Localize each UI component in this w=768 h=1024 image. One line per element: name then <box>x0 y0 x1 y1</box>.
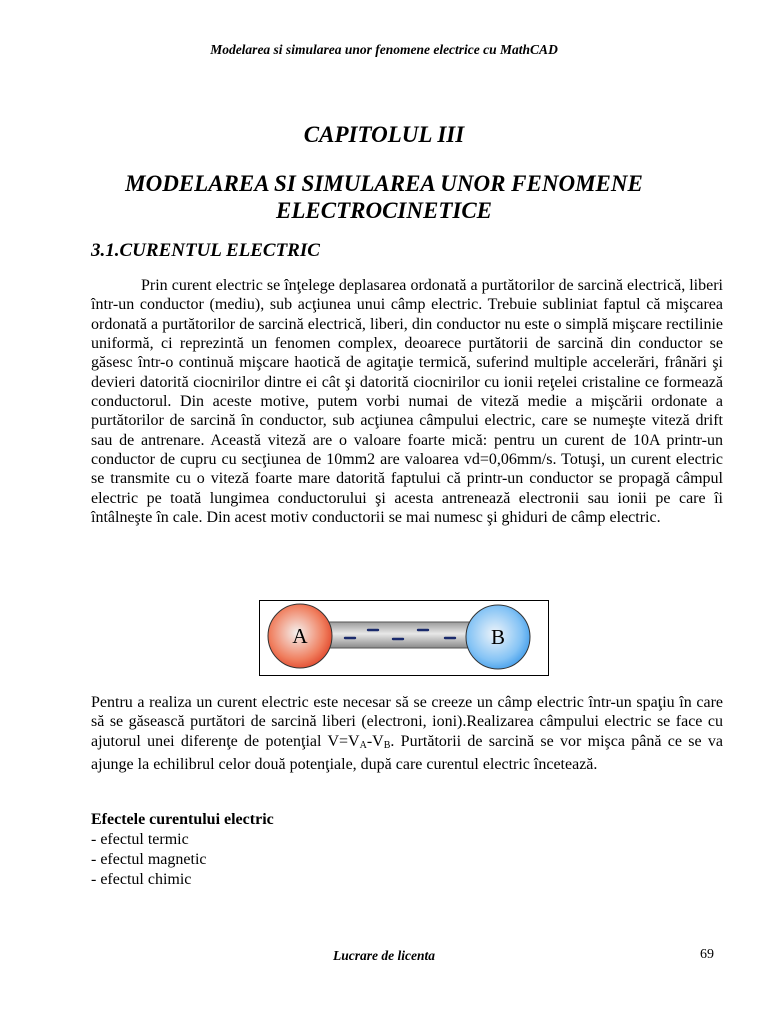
conductor-diagram <box>260 601 547 674</box>
conductor-figure <box>259 600 549 676</box>
effects-list <box>91 810 274 890</box>
subscript-a: A <box>359 739 367 751</box>
effect-item-thermal: - efectul termic <box>91 831 189 848</box>
page-number: 69 <box>700 947 714 962</box>
p2-text-before: Pentru a realiza un curent electric este necesar să se creeze un câmp electric într-un spaţiu în care să se găsească purtători de sarcină liberi (electroni, ioni).Realizarea câmpului electric se face cu ajutorul unei diferenţe de potenţial V=V <box>91 694 723 750</box>
label-b: B <box>490 625 506 649</box>
chapter-title: MODELAREA SI SIMULAREA UNOR FENOMENE ELECTROCINETICE <box>125 171 643 223</box>
p2-dash: -V <box>366 732 384 750</box>
label-a: A <box>292 624 308 648</box>
p2-text-after: . Purtătorii de sarcină se vor mişca până ce se va ajunge la echilibrul celor două potenţiale, după care curentul electric încetează. <box>91 732 723 774</box>
paragraph-current-definition: Prin curent electric se înţelege deplasarea ordonată a purtătorilor de sarcină electrică, liberi într-un conductor (mediu), sub acţiunea unui câmp electric. Trebuie subliniat faptul că mişcarea ordonată a purtătorilor de sarcină electrică, liberi, din conductor nu este o simplă mişcare rectilinie uniformă, ci reprezintă un fenomen complex, deoarece purtătorii de sarcină din conductor se găsesc într-o continuă mişcare haotică de agitaţie termică, suferind multiple accelerări, frânări şi devieri datorită ciocnirilor dintre ei cât şi datorită ciocnirilor cu ionii reţelei cristaline ce formează conductorul. Din aceste motive, putem vorbi numai de viteză medie a mişcării ordonate a purtătorilor de sarcină în conductor, sub acţiunea câmpului electric, care se numeşte viteză drift sau de antrenare. Această viteză are o valoare foarte mică: pentru un curent de 10A printr-un conductor de cupru cu secţiunea de 10mm2 are valoarea vd=0,06mm/s. Totuşi, un curent electric se transmite cu o viteză foarte mare datorită faptului că printr-un conductor se propagă câmpul electric pe toată lungimea conductorului şi acesta antrenează electronii sau ionii pe care îi întâlneşte în cale. Din acest motiv conductorii se mai numesc şi ghiduri de câmp electric. <box>91 277 723 527</box>
paragraph-potential-difference <box>91 693 723 774</box>
effects-heading: Efectele curentului electric <box>91 811 274 828</box>
running-header: Modelarea si simularea unor fenomene electrice cu MathCAD <box>210 42 558 57</box>
section-heading: 3.1.CURENTUL ELECTRIC <box>91 240 320 261</box>
chapter-heading: CAPITOLUL III <box>303 122 465 147</box>
running-footer: Lucrare de licenta <box>333 948 435 963</box>
effect-item-magnetic: - efectul magnetic <box>91 851 207 868</box>
effect-item-chemical: - efectul chimic <box>91 871 192 888</box>
subscript-b: B <box>383 739 391 751</box>
